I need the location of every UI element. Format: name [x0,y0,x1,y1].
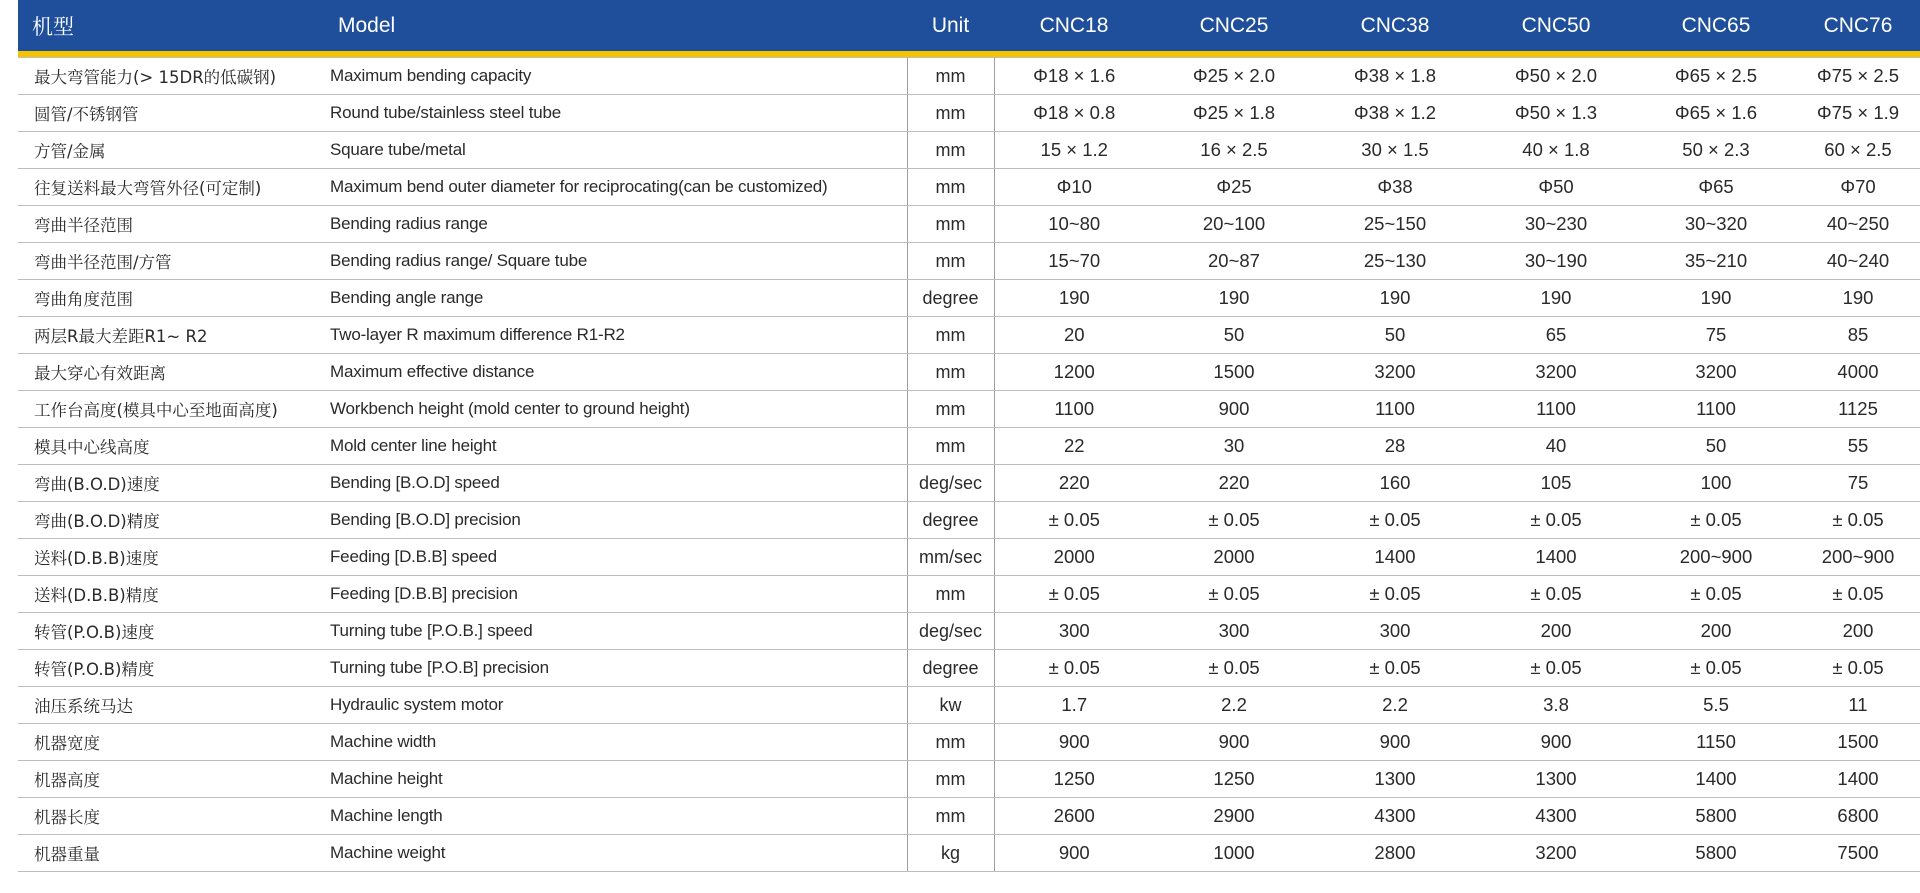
spec-value: 1250 [1154,761,1314,798]
table-row [18,835,1920,872]
spec-value: 4000 [1796,354,1920,391]
header-model-cnc18: CNC18 [1039,13,1109,37]
spec-unit: degree [907,502,994,539]
spec-name-cn: 转管(P.O.B)精度 [18,650,324,687]
table-row [18,465,1920,502]
spec-value: 65 [1476,317,1636,354]
spec-value: ± 0.05 [1796,502,1920,539]
spec-value: Φ70 [1796,169,1920,206]
spec-value: 100 [1636,465,1796,502]
spec-value: 1400 [1796,761,1920,798]
spec-unit: mm [907,761,994,798]
spec-name-cn: 送料(D.B.B)速度 [18,539,324,576]
spec-value: 40 × 1.8 [1476,132,1636,169]
spec-value: Φ65 [1636,169,1796,206]
spec-value: 60 × 2.5 [1796,132,1920,169]
spec-name-cn: 弯曲角度范围 [18,280,324,317]
spec-value: 50 × 2.3 [1636,132,1796,169]
spec-value: 75 [1796,465,1920,502]
spec-value: Φ38 × 1.2 [1314,95,1476,132]
spec-unit: mm/sec [907,539,994,576]
spec-name-en: Machine height [324,761,907,798]
spec-name-en: Bending angle range [324,280,907,317]
spec-value: 1500 [1154,354,1314,391]
spec-unit: mm [907,243,994,280]
spec-value: 2800 [1314,835,1476,872]
spec-name-en: Hydraulic system motor [324,687,907,724]
header-model-cnc50: CNC50 [1521,13,1591,37]
spec-value: 1100 [1314,391,1476,428]
spec-unit: kg [907,835,994,872]
spec-value: 6800 [1796,798,1920,835]
table-row [18,539,1920,576]
spec-unit: mm [907,724,994,761]
spec-value: 1500 [1796,724,1920,761]
spec-value: 1200 [994,354,1154,391]
spec-name-cn: 转管(P.O.B)速度 [18,613,324,650]
spec-value: ± 0.05 [1636,502,1796,539]
spec-value: 5800 [1636,798,1796,835]
spec-value: 190 [994,280,1154,317]
spec-value: 900 [1154,724,1314,761]
spec-value: Φ25 × 1.8 [1154,95,1314,132]
spec-value: 1400 [1636,761,1796,798]
table-row [18,576,1920,613]
spec-name-cn: 弯曲(B.O.D)精度 [18,502,324,539]
spec-value: 1100 [1476,391,1636,428]
spec-value: 20~100 [1154,206,1314,243]
spec-name-cn: 工作台高度(模具中心至地面高度) [18,391,324,428]
spec-value: 900 [994,835,1154,872]
spec-value: Φ38 × 1.8 [1314,58,1476,95]
spec-value: 1250 [994,761,1154,798]
spec-value: Φ65 × 1.6 [1636,95,1796,132]
spec-name-cn: 油压系统马达 [18,687,324,724]
spec-unit: kw [907,687,994,724]
spec-name-en: Square tube/metal [324,132,907,169]
spec-name-cn: 弯曲半径范围/方管 [18,243,324,280]
spec-value: 3200 [1476,354,1636,391]
spec-name-cn: 机器高度 [18,761,324,798]
spec-name-en: Round tube/stainless steel tube [324,95,907,132]
spec-value: 1400 [1314,539,1476,576]
spec-name-cn: 最大穿心有效距离 [18,354,324,391]
header-model-cnc25: CNC25 [1199,13,1269,37]
spec-value: 20 [994,317,1154,354]
spec-value: 5.5 [1636,687,1796,724]
spec-value: 5800 [1636,835,1796,872]
spec-name-cn: 弯曲半径范围 [18,206,324,243]
spec-value: 900 [1154,391,1314,428]
spec-name-cn: 往复送料最大弯管外径(可定制) [18,169,324,206]
spec-value: 2.2 [1314,687,1476,724]
table-row [18,95,1920,132]
spec-name-en: Maximum bend outer diameter for reciprocating(can be customized) [324,169,907,206]
table-row [18,354,1920,391]
spec-name-cn: 最大弯管能力(> 15DR的低碳钢) [18,58,324,95]
spec-value: ± 0.05 [1636,650,1796,687]
spec-name-en: Maximum bending capacity [324,58,907,95]
spec-value: 50 [1636,428,1796,465]
spec-unit: deg/sec [907,613,994,650]
spec-value: 30 [1154,428,1314,465]
header-en-model: Model [338,13,396,37]
spec-value: 1300 [1314,761,1476,798]
spec-value: Φ18 × 0.8 [994,95,1154,132]
spec-unit: mm [907,428,994,465]
spec-value: 1100 [994,391,1154,428]
spec-unit: mm [907,576,994,613]
spec-value: 1300 [1476,761,1636,798]
spec-value: ± 0.05 [1154,576,1314,613]
spec-sheet [18,0,1920,872]
spec-value: ± 0.05 [1796,576,1920,613]
spec-value: ± 0.05 [1476,502,1636,539]
spec-name-cn: 机器重量 [18,835,324,872]
table-row [18,206,1920,243]
spec-name-en: Two-layer R maximum difference R1-R2 [324,317,907,354]
spec-value: 55 [1796,428,1920,465]
spec-value: Φ65 × 2.5 [1636,58,1796,95]
spec-value: 1.7 [994,687,1154,724]
spec-name-cn: 方管/金属 [18,132,324,169]
spec-value: 2.2 [1154,687,1314,724]
spec-value: 7500 [1796,835,1920,872]
spec-value: 1125 [1796,391,1920,428]
spec-value: ± 0.05 [1476,650,1636,687]
header-unit: Unit [931,13,970,37]
spec-unit: deg/sec [907,465,994,502]
spec-value: 190 [1476,280,1636,317]
spec-value: 15 × 1.2 [994,132,1154,169]
spec-value: 85 [1796,317,1920,354]
spec-value: 22 [994,428,1154,465]
spec-unit: mm [907,95,994,132]
spec-value: ± 0.05 [994,650,1154,687]
spec-value: Φ10 [994,169,1154,206]
spec-value: ± 0.05 [1154,650,1314,687]
table-row [18,428,1920,465]
spec-value: ± 0.05 [994,502,1154,539]
header-model-cnc76: CNC76 [1823,13,1893,37]
spec-value: 2600 [994,798,1154,835]
spec-value: 1150 [1636,724,1796,761]
spec-name-cn: 机器长度 [18,798,324,835]
spec-name-cn: 弯曲(B.O.D)速度 [18,465,324,502]
spec-value: 3200 [1636,354,1796,391]
table-row [18,761,1920,798]
spec-value: 3.8 [1476,687,1636,724]
spec-unit: degree [907,650,994,687]
spec-value: 40~240 [1796,243,1920,280]
spec-value: 30~190 [1476,243,1636,280]
table-row [18,502,1920,539]
header-model-cnc38: CNC38 [1360,13,1430,37]
spec-value: Φ25 [1154,169,1314,206]
spec-unit: mm [907,798,994,835]
spec-name-en: Feeding [D.B.B] speed [324,539,907,576]
spec-value: 10~80 [994,206,1154,243]
header-row [18,0,1920,51]
header-model-cnc65: CNC65 [1681,13,1751,37]
spec-value: 4300 [1476,798,1636,835]
spec-value: Φ50 [1476,169,1636,206]
spec-value: 900 [1314,724,1476,761]
spec-name-en: Bending [B.O.D] speed [324,465,907,502]
spec-value: Φ75 × 2.5 [1796,58,1920,95]
table-row [18,687,1920,724]
spec-name-cn: 送料(D.B.B)精度 [18,576,324,613]
spec-unit: mm [907,391,994,428]
spec-value: ± 0.05 [1314,502,1476,539]
spec-value: 15~70 [994,243,1154,280]
spec-unit: mm [907,58,994,95]
spec-value: 2000 [1154,539,1314,576]
spec-value: 105 [1476,465,1636,502]
spec-value: Φ18 × 1.6 [994,58,1154,95]
spec-name-en: Turning tube [P.O.B] precision [324,650,907,687]
spec-value: 50 [1314,317,1476,354]
spec-value: 300 [1314,613,1476,650]
spec-value: ± 0.05 [1796,650,1920,687]
spec-value: ± 0.05 [1154,502,1314,539]
spec-value: ± 0.05 [1314,650,1476,687]
spec-value: 16 × 2.5 [1154,132,1314,169]
spec-value: 35~210 [1636,243,1796,280]
spec-value: 300 [1154,613,1314,650]
table-row [18,58,1920,95]
spec-name-en: Machine width [324,724,907,761]
spec-value: 11 [1796,687,1920,724]
spec-name-cn: 两层R最大差距R1~ R2 [18,317,324,354]
table-row [18,243,1920,280]
spec-name-en: Bending radius range [324,206,907,243]
table-row [18,280,1920,317]
table-row [18,317,1920,354]
spec-value: 200 [1476,613,1636,650]
spec-value: 3200 [1314,354,1476,391]
table-row [18,650,1920,687]
spec-value: 220 [1154,465,1314,502]
spec-unit: mm [907,132,994,169]
spec-value: 40~250 [1796,206,1920,243]
spec-name-en: Workbench height (mold center to ground height) [324,391,907,428]
spec-value: 50 [1154,317,1314,354]
spec-name-en: Mold center line height [324,428,907,465]
spec-value: 160 [1314,465,1476,502]
spec-value: ± 0.05 [1636,576,1796,613]
spec-value: 28 [1314,428,1476,465]
spec-name-cn: 模具中心线高度 [18,428,324,465]
spec-value: 40 [1476,428,1636,465]
spec-value: ± 0.05 [1314,576,1476,613]
spec-unit: degree [907,280,994,317]
spec-name-cn: 机器宽度 [18,724,324,761]
spec-value: 30 × 1.5 [1314,132,1476,169]
table-row [18,798,1920,835]
spec-value: 900 [994,724,1154,761]
spec-value: 2900 [1154,798,1314,835]
spec-unit: mm [907,206,994,243]
spec-value: 200~900 [1636,539,1796,576]
spec-name-en: Bending radius range/ Square tube [324,243,907,280]
spec-value: 25~150 [1314,206,1476,243]
spec-value: 1100 [1636,391,1796,428]
spec-value: 2000 [994,539,1154,576]
table-row [18,724,1920,761]
table-row [18,132,1920,169]
spec-value: 220 [994,465,1154,502]
spec-unit: mm [907,354,994,391]
spec-value: 4300 [1314,798,1476,835]
spec-value: Φ50 × 2.0 [1476,58,1636,95]
spec-name-en: Machine length [324,798,907,835]
spec-name-en: Turning tube [P.O.B.] speed [324,613,907,650]
header-cn-model: 机型 [32,15,74,39]
spec-value: ± 0.05 [994,576,1154,613]
table-row [18,169,1920,206]
spec-value: 190 [1314,280,1476,317]
spec-name-en: Maximum effective distance [324,354,907,391]
spec-value: 75 [1636,317,1796,354]
spec-value: 3200 [1476,835,1636,872]
spec-value: 1000 [1154,835,1314,872]
spec-unit: mm [907,317,994,354]
spec-value: 30~320 [1636,206,1796,243]
spec-value: 25~130 [1314,243,1476,280]
spec-value: 300 [994,613,1154,650]
spec-value: 190 [1154,280,1314,317]
spec-value: 20~87 [1154,243,1314,280]
spec-unit: mm [907,169,994,206]
spec-name-cn: 圆管/不锈钢管 [18,95,324,132]
spec-value: 900 [1476,724,1636,761]
spec-table [18,0,1920,872]
spec-name-en: Machine weight [324,835,907,872]
spec-value: ± 0.05 [1476,576,1636,613]
spec-value: Φ75 × 1.9 [1796,95,1920,132]
spec-value: 30~230 [1476,206,1636,243]
spec-value: 200~900 [1796,539,1920,576]
spec-name-en: Feeding [D.B.B] precision [324,576,907,613]
spec-value: 200 [1636,613,1796,650]
spec-value: 200 [1796,613,1920,650]
spec-value: 190 [1796,280,1920,317]
table-row [18,613,1920,650]
spec-value: Φ25 × 2.0 [1154,58,1314,95]
spec-value: Φ50 × 1.3 [1476,95,1636,132]
spec-name-en: Bending [B.O.D] precision [324,502,907,539]
table-row [18,391,1920,428]
spec-value: Φ38 [1314,169,1476,206]
spec-value: 1400 [1476,539,1636,576]
spec-value: 190 [1636,280,1796,317]
